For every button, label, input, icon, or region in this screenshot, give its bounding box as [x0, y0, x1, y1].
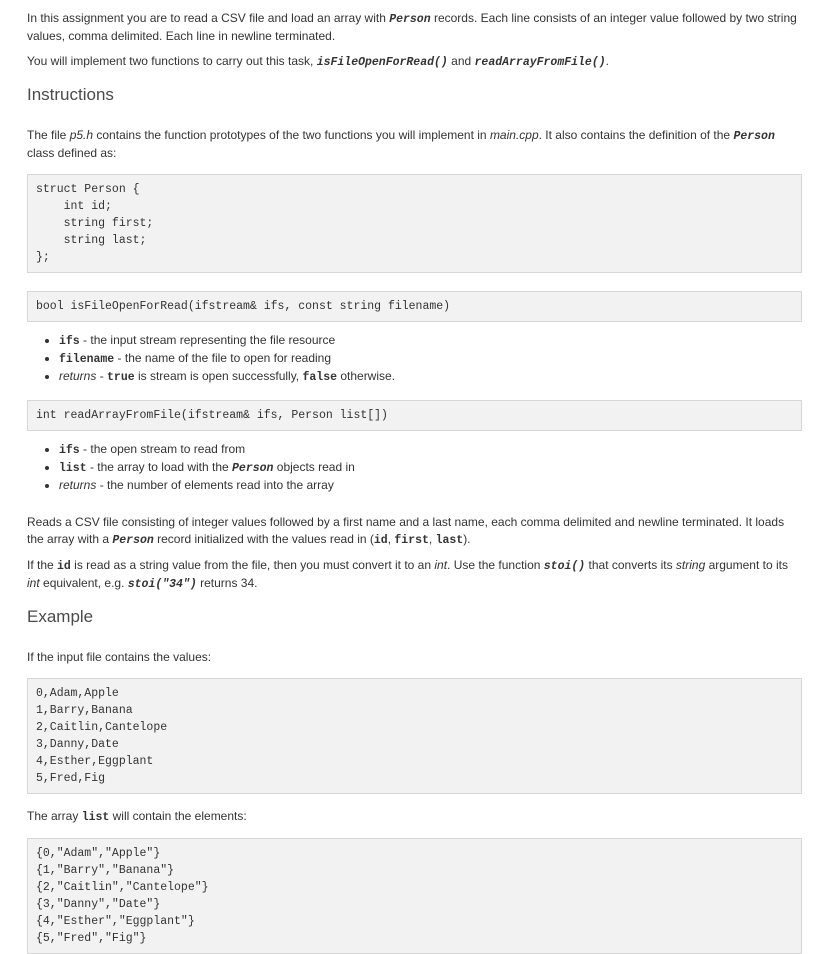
function-name: stoi()	[543, 560, 586, 573]
code-keyword: id	[57, 560, 71, 573]
person-code: Person	[112, 534, 154, 547]
text: The file	[27, 128, 70, 142]
list-item	[59, 332, 802, 350]
list-item	[59, 459, 802, 477]
list-item	[59, 441, 802, 459]
text: is read as a string value from the file, then you must convert it to an	[70, 558, 435, 572]
intro-paragraph-2	[27, 53, 802, 71]
intro-text: In this assignment you are to read a CSV file and load an array with	[27, 11, 390, 25]
text: - the array to load with the	[86, 460, 233, 474]
returns-label: returns	[59, 478, 97, 492]
function-name: readArrayFromFile()	[474, 56, 606, 69]
type-name: int	[434, 558, 448, 572]
code-line: int id;	[36, 200, 112, 213]
code-line: {0,"Adam","Apple"}	[36, 847, 161, 860]
param-desc: - the open stream to read from	[79, 442, 246, 456]
fn2-signature-block	[27, 400, 802, 431]
person-code: Person	[389, 13, 431, 26]
text: ).	[463, 532, 471, 546]
text: -	[96, 369, 108, 383]
array-elements-code-block	[27, 838, 802, 954]
code-line: string last;	[36, 234, 147, 247]
code-keyword: id	[373, 534, 388, 547]
text: objects read in	[273, 460, 355, 474]
text: . Use the function	[447, 558, 544, 572]
input-file-code-block	[27, 678, 802, 794]
file-name: main.cpp	[489, 128, 539, 142]
text: Reads a CSV file consisting of integer values followed by a first name and a last name, each comma delimited and newline terminated. It loads the array with a	[27, 515, 785, 546]
intro-text: You will implement two functions to carry out this task,	[27, 54, 317, 68]
intro-paragraph-1	[27, 10, 802, 45]
code-line: string first;	[36, 217, 154, 230]
param-name: list	[59, 462, 87, 475]
type-name: string	[675, 558, 706, 572]
list-item	[59, 350, 802, 368]
text: . It also contains the definition of the	[538, 128, 734, 142]
example-input-paragraph: If the input file contains the values:	[27, 650, 212, 664]
param-name: ifs	[59, 335, 80, 348]
text: will contain the elements:	[109, 809, 247, 823]
intro-text: .	[605, 54, 609, 68]
code-line: 1,Barry,Banana	[36, 704, 133, 717]
text: The array	[27, 809, 82, 823]
code-line: bool isFileOpenForRead(ifstream& ifs, const string filename)	[36, 300, 451, 313]
code-keyword: list	[81, 811, 110, 824]
text: equivalent, e.g.	[39, 576, 128, 590]
code-line: {3,"Danny","Date"}	[36, 898, 161, 911]
instructions-paragraph	[27, 127, 802, 162]
code-line: {4,"Esther","Eggplant"}	[36, 915, 195, 928]
param-desc: - the name of the file to open for reading	[114, 351, 332, 365]
code-line: };	[36, 251, 50, 264]
text: argument to its	[705, 558, 788, 572]
text: returns 34.	[196, 576, 258, 590]
person-code: Person	[733, 130, 775, 143]
example-heading: Example	[27, 607, 94, 626]
param-desc: - the input stream representing the file resource	[79, 333, 336, 347]
code-keyword: first	[394, 534, 429, 547]
function-name: isFileOpenForRead()	[316, 56, 448, 69]
code-line: {2,"Caitlin","Cantelope"}	[36, 881, 209, 894]
text: ,	[387, 532, 395, 546]
code-line: struct Person {	[36, 183, 140, 196]
code-line: 0,Adam,Apple	[36, 687, 119, 700]
description-paragraph-1	[27, 514, 802, 549]
fn1-signature-block	[27, 291, 802, 322]
param-name: filename	[59, 353, 115, 366]
code-keyword: false	[302, 371, 337, 384]
struct-code-block	[27, 174, 802, 273]
description-paragraph-2	[27, 557, 802, 593]
type-name: int	[27, 576, 40, 590]
text: ,	[428, 532, 436, 546]
text: contains the function prototypes of the two functions you will implement in	[93, 128, 490, 142]
text: is stream is open successfully,	[134, 369, 303, 383]
code-line: 5,Fred,Fig	[36, 772, 106, 785]
code-keyword: true	[107, 371, 135, 384]
code-line: int readArrayFromFile(ifstream& ifs, Person list[])	[36, 409, 388, 422]
code-line: 4,Esther,Eggplant	[36, 755, 154, 768]
code-line: 3,Danny,Date	[36, 738, 119, 751]
param-name: ifs	[59, 444, 80, 457]
text: record initialized with the values read in (	[153, 532, 374, 546]
fn2-param-list	[27, 441, 802, 494]
code-example: stoi("34")	[127, 578, 197, 591]
intro-text: records. Each line consists of an integer value followed by two string values, comma delimited. Each line in newline terminated.	[27, 11, 797, 43]
code-keyword: last	[435, 534, 464, 547]
code-line: {1,"Barry","Banana"}	[36, 864, 175, 877]
code-line: {5,"Fred","Fig"}	[36, 932, 147, 945]
list-item	[59, 368, 802, 386]
instructions-heading: Instructions	[27, 85, 114, 104]
fn1-param-list	[27, 332, 802, 386]
intro-text: and	[447, 54, 475, 68]
text: If the	[27, 558, 58, 572]
text: - the number of elements read into the array	[96, 478, 334, 492]
text: otherwise.	[337, 369, 396, 383]
code-line: 2,Caitlin,Cantelope	[36, 721, 168, 734]
text: that converts its	[585, 558, 676, 572]
example-array-paragraph	[27, 808, 802, 826]
returns-label: returns	[59, 369, 97, 383]
file-name: p5.h	[69, 128, 94, 142]
text: class defined as:	[27, 146, 117, 160]
list-item	[59, 477, 802, 494]
person-code: Person	[232, 462, 274, 475]
